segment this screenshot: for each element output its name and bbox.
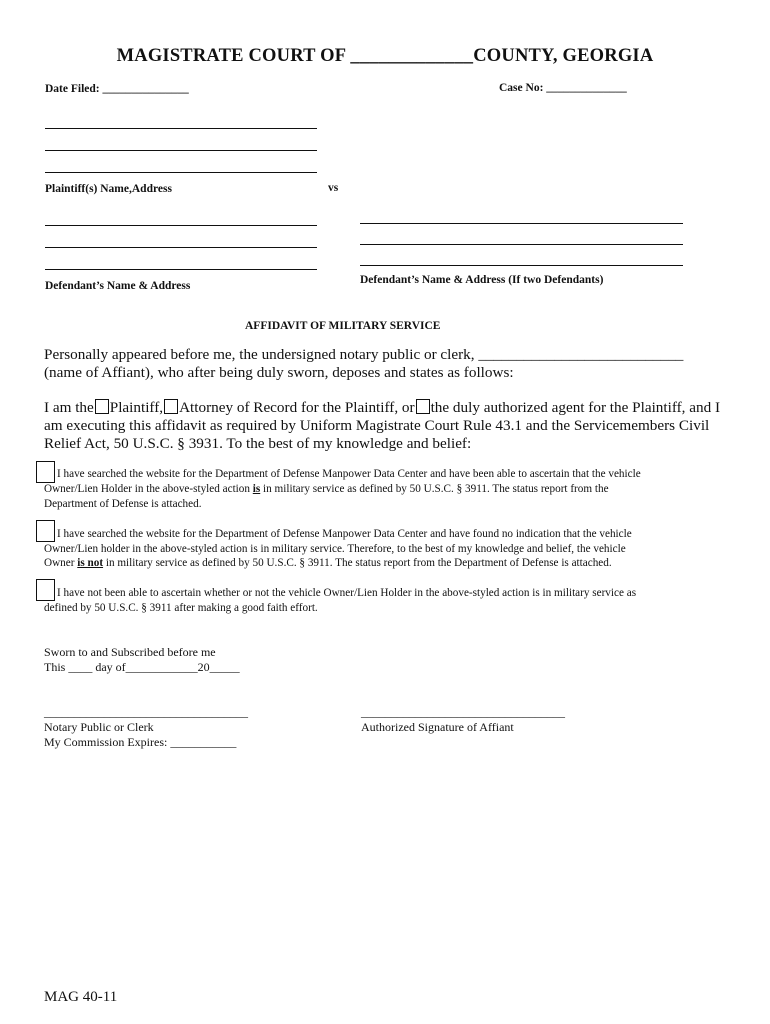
notary-signature-line[interactable]: __________________________________ — [44, 705, 248, 719]
statement-1-checkbox[interactable] — [36, 461, 55, 483]
defendant-line-1[interactable] — [45, 225, 317, 226]
plaintiff-checkbox[interactable] — [95, 399, 109, 414]
role-agent: the duly authorized agent for the Plaintiff, and I — [430, 399, 721, 416]
notary-label: Notary Public or Clerk — [44, 720, 154, 734]
s2-emphasis: is not — [77, 557, 104, 569]
case-no-field[interactable]: Case No: ______________ — [499, 82, 627, 94]
defendant-line-3[interactable] — [45, 269, 317, 270]
role-prefix: I am the — [44, 399, 94, 416]
s2-post: in military service as defined by 50 U.S.C. § 3911. The status report from the Department of Defense is attached. — [103, 557, 612, 569]
statement-2-checkbox[interactable] — [36, 520, 55, 542]
form-id: MAG 40-11 — [44, 989, 118, 1005]
statement-3-line-2: defined by 50 U.S.C. § 3911 after making a good faith effort. — [44, 602, 318, 614]
agent-checkbox[interactable] — [416, 399, 430, 414]
versus-label: vs — [328, 182, 339, 194]
date-filed-field[interactable]: Date Filed: _______________ — [45, 83, 189, 95]
defendant-label: Defendant’s Name & Address — [45, 280, 191, 292]
statement-1-line-2 — [44, 482, 609, 497]
affiant-label: Authorized Signature of Affiant — [361, 720, 514, 734]
affidavit-heading: AFFIDAVIT OF MILITARY SERVICE — [245, 320, 441, 332]
statement-1-line-3: Department of Defense is attached. — [44, 498, 202, 510]
role-attorney: Attorney of Record for the Plaintiff, or — [179, 399, 415, 416]
defendant-line-2[interactable] — [45, 247, 317, 248]
role-line-1 — [44, 399, 720, 417]
s1-post: in military service as defined by 50 U.S.C. § 3911. The status report from the — [260, 483, 609, 495]
plaintiff-line-2[interactable] — [45, 150, 317, 151]
statement-3-checkbox[interactable] — [36, 579, 55, 601]
affiant-signature-line[interactable]: __________________________________ — [361, 705, 565, 719]
defendant2-label: Defendant’s Name & Address (If two Defendants) — [360, 274, 604, 286]
statement-1-line-1: I have searched the website for the Department of Defense Manpower Data Center and have been able to ascertain that the vehicle — [57, 468, 641, 480]
statement-3-line-1: I have not been able to ascertain whether or not the vehicle Owner/Lien Holder in the above-styled action is in military service as — [57, 587, 637, 599]
role-plaintiff: Plaintiff, — [109, 399, 164, 416]
s2-pre: Owner — [44, 557, 78, 569]
intro-line-2: (name of Affiant), who after being duly sworn, deposes and states as follows: — [44, 364, 514, 381]
sworn-line-1: Sworn to and Subscribed before me — [44, 645, 216, 659]
attorney-checkbox[interactable] — [164, 399, 178, 414]
role-line-2: am executing this affidavit as required by Uniform Magistrate Court Rule 43.1 and the Servicemembers Civil — [44, 417, 710, 434]
s1-pre: Owner/Lien Holder in the above-styled action — [44, 483, 253, 495]
page-title: MAGISTRATE COURT OF _____________COUNTY, GEORGIA — [116, 46, 654, 66]
plaintiff-line-3[interactable] — [45, 172, 317, 173]
commission-expires-field[interactable]: My Commission Expires: ___________ — [44, 735, 237, 749]
plaintiff-line-1[interactable] — [45, 128, 317, 129]
defendant2-line-3[interactable] — [360, 265, 683, 266]
plaintiff-label: Plaintiff(s) Name,Address — [45, 183, 172, 195]
intro-line-1: Personally appeared before me, the undersigned notary public or clerk, ___________________________ — [44, 346, 684, 363]
defendant2-line-1[interactable] — [360, 223, 683, 224]
s1-emphasis: is — [252, 483, 261, 495]
sworn-date-field[interactable]: This ____ day of____________20_____ — [44, 660, 240, 674]
statement-2-line-2: Owner/Lien holder in the above-styled action is in military service. Therefore, to the best of my knowledge and belief, the vehicle — [44, 543, 626, 555]
role-line-3: Relief Act, 50 U.S.C. § 3931. To the best of my knowledge and belief: — [44, 435, 472, 452]
statement-2-line-1: I have searched the website for the Department of Defense Manpower Data Center and have found no indication that the vehicle — [57, 528, 632, 540]
statement-2-line-3 — [44, 556, 612, 571]
defendant2-line-2[interactable] — [360, 244, 683, 245]
